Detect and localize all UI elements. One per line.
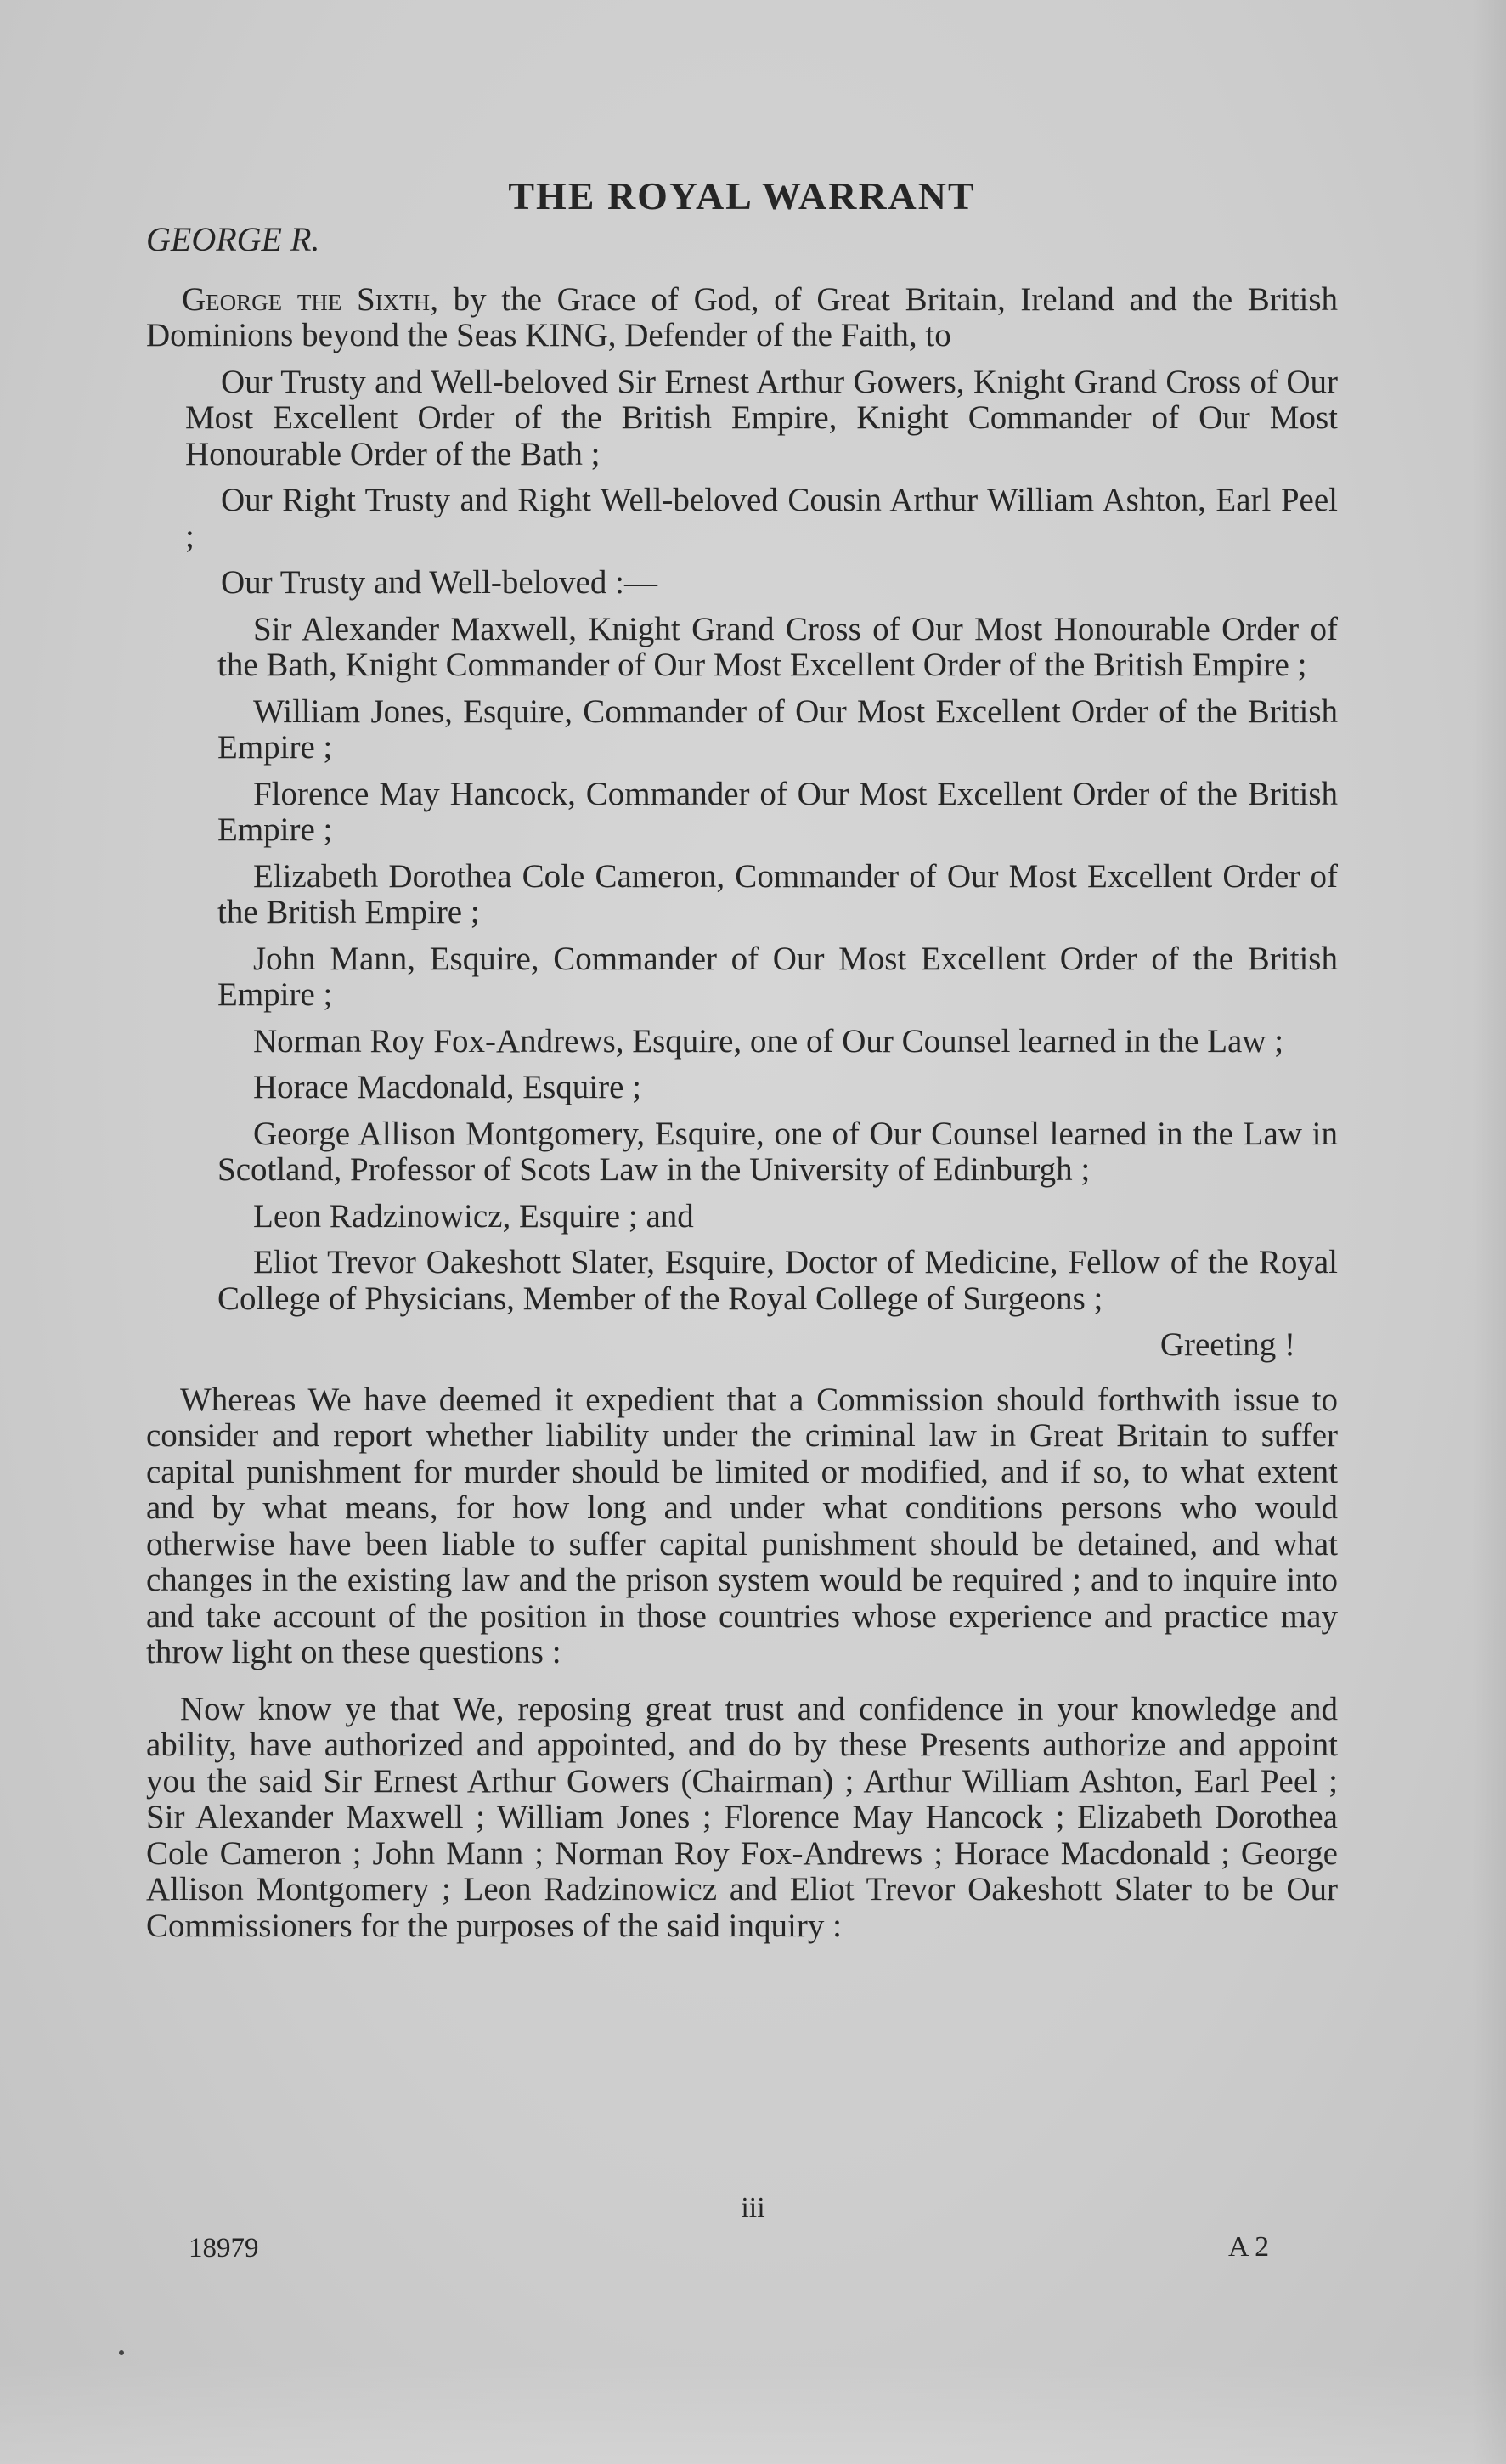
page-number: iii xyxy=(741,2192,765,2224)
document-title: THE ROYAL WARRANT xyxy=(508,174,976,218)
commissioner-entry: Leon Radzinowicz, Esquire ; and xyxy=(253,1197,694,1235)
document-body xyxy=(146,174,1338,1964)
print-code: 18979 xyxy=(189,2233,259,2263)
commissioner-entry: Florence May Hancock, Commander of Our Most Excellent Order of the British Empire ; xyxy=(217,775,1338,848)
commissioner-entry: Norman Roy Fox-Andrews, Esquire, one of Our Counsel learned in the Law ; xyxy=(253,1022,1284,1060)
appointment-paragraph: Now know ye that We, reposing great trust and confidence in your knowledge and ability, have authorized and appointed, and do by these Presents authorize and appoint you the said Sir Ernest Arthur Gowers (Chairman) ; Arthur William Ashton, Earl Peel ; Sir Alexander Maxwell ; William Jones ; Florence May Hancock ; Elizabeth Dorothea Cole Cameron ; John Mann ; Norman Roy Fox-Andrews ; Horace Macdonald ; George Allison Montgomery ; Leon Radzinowicz and Eliot Trevor Oakeshott Slater to be Our Commissioners for the purposes of the said inquiry : xyxy=(146,1690,1338,1944)
royal-signature: GEORGE R. xyxy=(146,220,320,258)
opening-text: , by the Grace of God, of Great Britain, Ireland and the British Dominions beyond the Seas KING, Defender of the Faith, to xyxy=(146,280,1338,353)
page-edge-shadow xyxy=(1472,0,1506,2464)
addressee-chairman: Our Trusty and Well-beloved Sir Ernest Arthur Gowers, Knight Grand Cross of Our Most Excellent Order of the British Empire, Knight Commander of Our Most Honourable Order of the Bath ; xyxy=(185,363,1338,472)
commissioner-entry: George Allison Montgomery, Esquire, one of Our Counsel learned in the Law in Scotland, Professor of Scots Law in the University of Edinburgh ; xyxy=(217,1115,1338,1188)
commissioner-entry: Horace Macdonald, Esquire ; xyxy=(253,1069,641,1105)
greeting: Greeting ! xyxy=(1159,1326,1295,1363)
ink-speck-decoration xyxy=(119,2350,124,2355)
page-bottom-highlight xyxy=(0,2362,1506,2464)
commissioner-entry: Elizabeth Dorothea Cole Cameron, Commander of Our Most Excellent Order of the British Empire ; xyxy=(217,857,1338,930)
sheet-signature-mark: A 2 xyxy=(1228,2231,1270,2263)
commissioner-entry: John Mann, Esquire, Commander of Our Most Excellent Order of the British Empire ; xyxy=(217,940,1338,1013)
commissioner-entry: Sir Alexander Maxwell, Knight Grand Cross of Our Most Honourable Order of the Bath, Knight Commander of Our Most Excellent Order of the British Empire ; xyxy=(217,610,1338,683)
addressee-collective: Our Trusty and Well-beloved :— xyxy=(221,564,657,601)
commissioner-entry: William Jones, Esquire, Commander of Our Most Excellent Order of the British Empire ; xyxy=(217,692,1338,766)
addressee-earl-peel: Our Right Trusty and Right Well-beloved Cousin Arthur William Ashton, Earl Peel ; xyxy=(185,482,1338,555)
king-name: George the Sixth xyxy=(182,280,431,318)
opening-paragraph xyxy=(146,282,1338,354)
whereas-paragraph: Whereas We have deemed it expedient that a Commission should forthwith issue to consider and report whether liability under the criminal law in Great Britain to suffer capital punishment for murder should be limited or modified, and if so, to what extent and by what means, for how long and under what conditions persons who would otherwise have been liable to suffer capital punishment should be detained, and what changes in the existing law and the prison system would be required ; and to inquire into and take account of the position in those countries whose experience and practice may throw light on these questions : xyxy=(146,1381,1338,1670)
commissioner-entry: Eliot Trevor Oakeshott Slater, Esquire, Doctor of Medicine, Fellow of the Royal College of Physicians, Member of the Royal College of Surgeons ; xyxy=(217,1244,1338,1317)
